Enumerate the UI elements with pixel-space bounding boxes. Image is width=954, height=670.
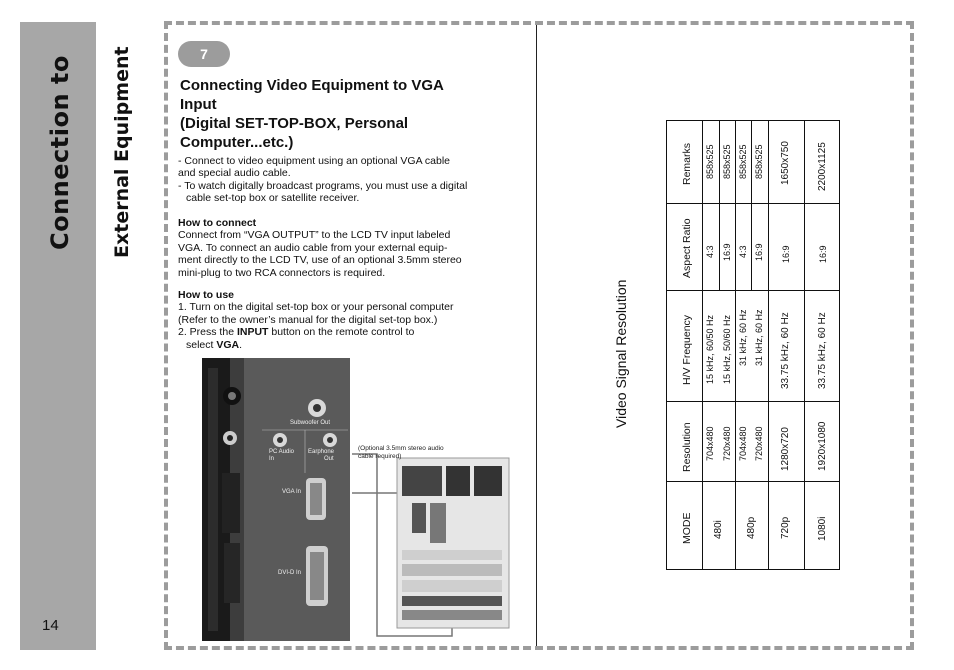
use-line	[178, 326, 508, 338]
label-subwoofer: Subwoofer Out	[290, 420, 331, 426]
label-optional-cable-2: cable required)	[358, 453, 402, 460]
table-cell: 16:9	[722, 243, 732, 261]
table-cell: 858x525	[705, 144, 715, 179]
table-gridline	[804, 121, 805, 569]
table-gridline	[667, 203, 839, 204]
step-badge: 7	[178, 41, 230, 67]
heading-line: Computer...etc.)	[180, 134, 294, 151]
resolution-table	[666, 120, 840, 570]
table-cell: 16:9	[754, 243, 764, 261]
use-line: (Refer to the owner’s manual for the digital set-top box.)	[178, 313, 438, 326]
table-cell: 858x525	[738, 144, 748, 179]
table-cell: 31 kHz, 60 Hz	[754, 309, 764, 366]
table-cell-mode: 720p	[780, 516, 791, 539]
intro-line: - To watch digitally broadcast programs, you must use a digital	[178, 179, 468, 192]
header-resolution: Resolution	[681, 422, 693, 472]
chapter-subtitle: External Equipment	[111, 46, 133, 258]
table-cell: 33.75 kHz, 60 Hz	[780, 312, 791, 389]
heading-line: (Digital SET-TOP-BOX, Personal	[180, 115, 409, 132]
heading-line: Connecting Video Equipment to VGA	[180, 77, 444, 94]
column-divider	[536, 25, 537, 646]
table-cell: 31 kHz, 60 Hz	[738, 309, 748, 366]
table-cell: 704x480	[705, 426, 715, 461]
table-gridline	[719, 121, 720, 290]
table-cell: 16:9	[781, 245, 791, 263]
label-earphone-out: Out	[324, 456, 334, 462]
header-remarks: Remarks	[681, 142, 693, 185]
connection-photo	[202, 358, 520, 641]
table-cell: 720x480	[754, 426, 764, 461]
how-to-connect	[178, 217, 508, 279]
header-aspect: Aspect Ratio	[681, 218, 693, 278]
table-cell: 858x525	[754, 144, 764, 179]
table-cell-mode: 480p	[746, 516, 757, 539]
table-cell-mode: 480i	[713, 520, 724, 539]
table-cell: 1920x1080	[817, 421, 828, 471]
intro-line: cable set-top box or satellite receiver.	[186, 192, 360, 205]
vga-name: VGA	[216, 338, 240, 351]
connect-line: mini-plug to two RCA connectors is required.	[178, 266, 386, 279]
table-cell: 4:3	[738, 245, 748, 258]
label-pc-audio: PC Audio	[269, 449, 295, 455]
intro-line: - Connect to video equipment using an optional VGA cable	[178, 155, 451, 167]
header-hv: H/V Frequency	[681, 314, 693, 385]
use-text: select	[186, 338, 217, 351]
header-mode: MODE	[681, 512, 693, 544]
table-cell: 15 kHz, 60/50 Hz	[705, 314, 715, 384]
table-cell: 2200x1125	[817, 142, 828, 191]
connect-line: VGA. To connect an audio cable from your external equip-	[178, 241, 448, 254]
connect-line: ment directly to the LCD TV, use of an optional 3.5mm stereo	[178, 254, 462, 267]
table-cell: 1280x720	[780, 427, 791, 471]
table-cell: 16:9	[818, 245, 828, 263]
use-line: 1. Turn on the digital set-top box or your personal computer	[178, 301, 454, 314]
table-gridline	[667, 290, 839, 291]
use-text: button on the remote control to	[268, 326, 415, 339]
label-pc-audio-in: In	[269, 456, 275, 462]
section-heading	[180, 76, 510, 152]
table-gridline	[667, 481, 839, 482]
input-button-name: INPUT	[236, 326, 269, 339]
label-vga-in: VGA In	[282, 489, 302, 495]
table-gridline	[667, 401, 839, 402]
table-gridline	[735, 121, 736, 569]
table-gridline	[768, 121, 769, 569]
table-cell-mode: 1080i	[817, 516, 828, 541]
intro-text	[178, 155, 508, 205]
how-to-connect-title: How to connect	[178, 217, 257, 229]
heading-line: Input	[180, 96, 217, 113]
label-earphone: Earphone	[308, 449, 335, 455]
table-cell: 858x525	[722, 144, 732, 179]
table-cell: 704x480	[738, 426, 748, 461]
table-cell: 33.75 kHz, 60 Hz	[817, 312, 828, 389]
table-gridline	[702, 121, 703, 569]
page-number: 14	[42, 617, 59, 634]
table-cell: 4:3	[705, 245, 715, 258]
table-cell: 720x480	[722, 426, 732, 461]
table-gridline	[751, 121, 752, 290]
how-to-use	[178, 289, 508, 351]
how-to-use-title: How to use	[178, 289, 235, 301]
use-text: .	[239, 338, 243, 351]
intro-line: and special audio cable.	[178, 167, 291, 180]
chapter-title: Connection to	[46, 55, 74, 250]
table-cell: 1650x750	[780, 141, 791, 185]
table-title: Video Signal Resolution	[613, 279, 629, 428]
table-cell: 15 kHz, 50/60 Hz	[722, 314, 732, 384]
connect-line: Connect from “VGA OUTPUT” to the LCD TV input labeled	[178, 229, 451, 242]
use-text: 2. Press the	[178, 326, 237, 339]
label-optional-cable: (Optional 3.5mm stereo audio	[358, 445, 444, 452]
label-dvi-in: DVI-D In	[278, 570, 302, 576]
use-line	[178, 339, 508, 351]
